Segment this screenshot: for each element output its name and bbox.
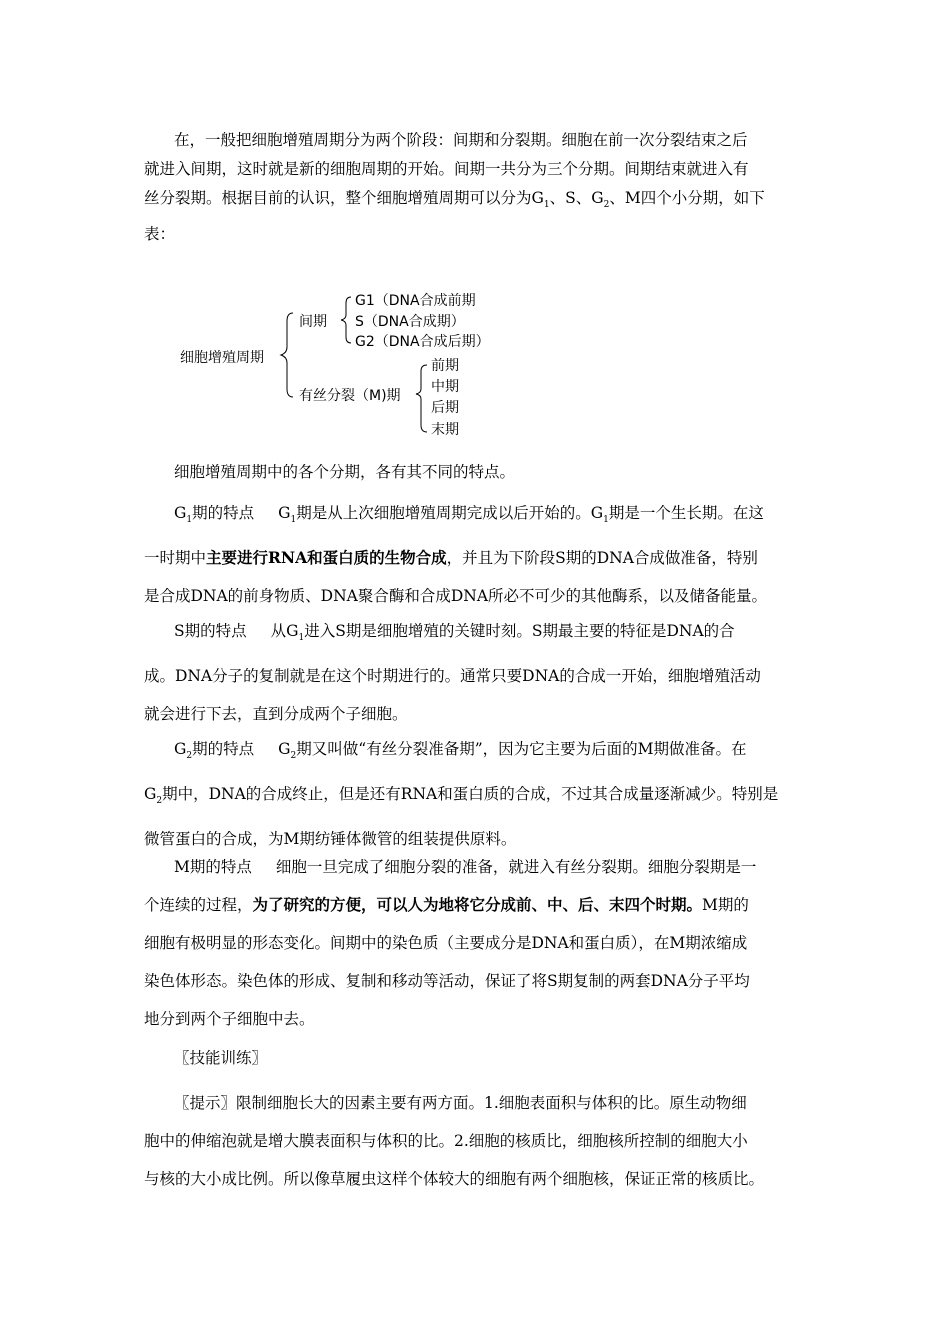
m-line-1: M期的特点 细胞一旦完成了细胞分裂的准备，就进入有丝分裂期。细胞分裂期是一 xyxy=(174,858,757,876)
g1-line-1: $G_1$期的特点 $G_1$期是从上次细胞增殖周期完成以后开始的。$G_1$期是一个生长期。在这 xyxy=(174,504,764,526)
m-section xyxy=(144,848,812,1038)
hint-section xyxy=(144,1084,812,1198)
skills-heading xyxy=(144,1044,812,1073)
g2-line-3: 微管蛋白的合成，为M期纺锤体微管的组装提供原料。 xyxy=(144,830,517,849)
g1-line-2: 一时期中主要进行RNA和蛋白质的生物合成，并且为下阶段S期的DNA合成做准备，特别 xyxy=(144,548,758,568)
interphase-brace xyxy=(341,297,351,343)
diagram-anaphase-label: 后期 xyxy=(431,400,459,416)
s-line-3: 就会进行下去，直到分成两个子细胞。 xyxy=(144,705,408,724)
summary-line: 细胞增殖周期中的各个分期，各有其不同的特点。 xyxy=(174,463,516,481)
intro-line-2: 就进入间期，这时就是新的细胞周期的开始。间期一共分为三个分期。间期结束就进入有 xyxy=(144,160,749,178)
diagram-metaphase-label: 中期 xyxy=(431,379,459,395)
m-line-3: 细胞有极明显的形态变化。间期中的染色质（主要成分是DNA和蛋白质），在M期浓缩成 xyxy=(144,934,748,952)
g1-emphasis: 主要进行RNA和蛋白质的生物合成 xyxy=(206,548,447,568)
g2-line-2: $G_2$期中，DNA的合成终止，但是还有RNA和蛋白质的合成，不过其合成量逐渐减少。特别是 xyxy=(144,785,779,807)
g1-section xyxy=(144,494,812,615)
hint-line-3: 与核的大小成比例。所以像草履虫这样个体较大的细胞有两个细胞核，保证正常的核质比。 xyxy=(144,1170,765,1188)
diagram-g1-label: G1（DNA合成前期 xyxy=(355,293,476,309)
diagram-interphase-label: 间期 xyxy=(299,314,327,330)
m-line-4: 染色体形态。染色体的形成、复制和移动等活动，保证了将S期复制的两套DNA分子平均 xyxy=(144,972,750,990)
diagram-mitosis-label: 有丝分裂（M)期 xyxy=(299,388,401,404)
intro-line-4: 表： xyxy=(144,225,176,244)
diagram-s-label: S（DNA合成期） xyxy=(355,314,465,330)
g2-section xyxy=(144,730,812,858)
diagram-root-label: 细胞增殖周期 xyxy=(180,350,264,366)
s-section xyxy=(144,612,812,733)
skills-heading-text: 〖技能训练〗 xyxy=(174,1049,268,1067)
summary-paragraph xyxy=(144,458,812,487)
intro-line-3: 丝分裂期。根据目前的认识，整个细胞增殖周期可以分为$G_1$、S、$G_2$、M四个小分期，如下 xyxy=(144,189,765,211)
m-line-2: 个连续的过程，为了研究的方便，可以人为地将它分成前、中、后、末四个时期。M期的 xyxy=(144,895,749,914)
g2-line-1: $G_2$期的特点 $G_2$期又叫做“有丝分裂准备期”，因为它主要为后面的M期做准备。在 xyxy=(174,740,747,762)
s-line-2: 成。DNA分子的复制就是在这个时期进行的。通常只要DNA的合成一开始，细胞增殖活动 xyxy=(144,667,761,686)
s-line-1: S期的特点 从$G_1$进入S期是细胞增殖的关键时刻。S期最主要的特征是DNA的合 xyxy=(174,622,735,644)
hint-line-1: 〖提示〗限制细胞长大的因素主要有两方面。1.细胞表面积与体积的比。原生动物细 xyxy=(174,1094,747,1112)
hint-line-2: 胞中的伸缩泡就是增大膜表面积与体积的比。2.细胞的核质比，细胞核所控制的细胞大小 xyxy=(144,1132,748,1150)
intro-line-1: 在，一般把细胞增殖周期分为两个阶段：间期和分裂期。细胞在前一次分裂结束之后 xyxy=(174,131,748,149)
m-emphasis: 为了研究的方便，可以人为地将它分成前、中、后、末四个时期。 xyxy=(252,895,703,914)
intro-paragraph xyxy=(144,126,812,249)
m-line-5: 地分到两个子细胞中去。 xyxy=(144,1010,315,1028)
g1-line-3: 是合成DNA的前身物质、DNA聚合酶和合成DNA所必不可少的其他酶系，以及储备能量。 xyxy=(144,587,768,606)
cell-cycle-diagram xyxy=(175,285,505,445)
diagram-g2-label: G2（DNA合成后期） xyxy=(355,334,490,350)
root-brace xyxy=(281,313,293,397)
mitosis-brace xyxy=(416,365,427,432)
diagram-prophase-label: 前期 xyxy=(431,358,459,374)
diagram-telophase-label: 末期 xyxy=(431,422,459,438)
